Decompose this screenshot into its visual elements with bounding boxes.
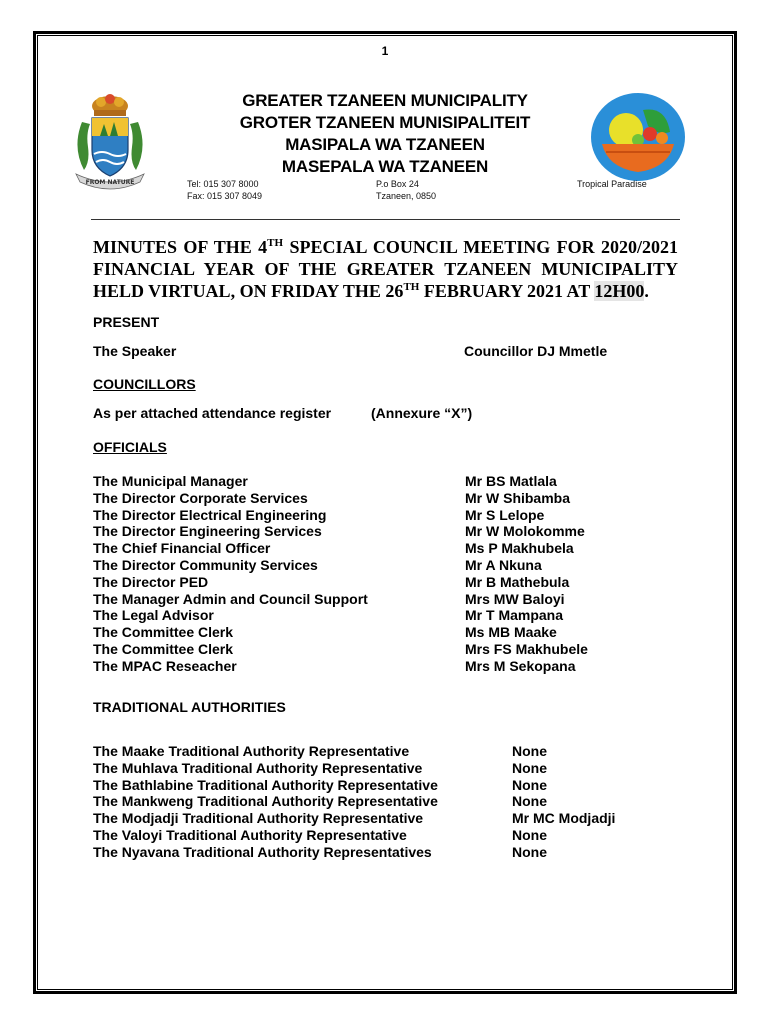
fax: Fax: 015 307 8049 (187, 191, 263, 201)
traditional-role: The Modjadji Traditional Authority Representative (93, 810, 424, 827)
official-name: Mrs M Sekopana (465, 657, 576, 674)
official-name: Mrs MW Baloyi (465, 590, 565, 607)
official-name: Ms P Makhubela (465, 540, 574, 557)
official-role: The Director Community Services (93, 556, 318, 573)
po-box: P.o Box 24 (376, 179, 419, 189)
title-afrikaans: GROTER TZANEEN MUNISIPALITEIT (239, 113, 531, 132)
traditional-values (512, 743, 615, 861)
councillors-label: COUNCILLORS (93, 376, 196, 392)
traditional-authorities-label: TRADITIONAL AUTHORITIES (93, 699, 286, 715)
official-role: The Municipal Manager (93, 473, 248, 489)
title-tsonga: MASIPALA WA TZANEEN (285, 135, 485, 154)
official-name: Mrs FS Makhubele (465, 640, 588, 657)
official-name: Mr BS Matlala (465, 473, 557, 489)
traditional-role: The Bathlabine Traditional Authority Representative (93, 776, 438, 793)
traditional-value: None (512, 793, 547, 810)
traditional-role: The Muhlava Traditional Authority Representative (93, 759, 423, 776)
telephone: Tel: 015 307 8000 (187, 179, 259, 189)
traditional-value: None (512, 759, 547, 776)
traditional-role: The Valoyi Traditional Authority Representative (93, 826, 407, 843)
officials-label: OFFICIALS (93, 439, 167, 455)
official-role: The Director Engineering Services (93, 523, 322, 540)
official-role: The Chief Financial Officer (93, 540, 271, 557)
contact-postal (376, 178, 436, 202)
official-name: Mr W Shibamba (465, 489, 571, 506)
speaker-name: Councillor DJ Mmetle (464, 343, 608, 359)
header-divider (91, 219, 680, 220)
official-role: The Director PED (93, 573, 209, 590)
annexure-reference: (Annexure “X”) (371, 405, 473, 421)
official-role: The Committee Clerk (93, 640, 234, 657)
page-number: 1 (381, 44, 389, 58)
official-name: Mr B Mathebula (465, 573, 570, 590)
title-sepedi: MASEPALA WA TZANEEN (281, 157, 489, 176)
official-role: The Committee Clerk (93, 624, 234, 641)
meeting-time: 12H00 (594, 281, 645, 301)
traditional-value: None (512, 843, 547, 860)
official-role: The Manager Admin and Council Support (93, 590, 368, 607)
official-role: The MPAC Reseacher (93, 657, 237, 674)
traditional-role: The Maake Traditional Authority Representative (93, 743, 410, 759)
official-name: Mr T Mampana (465, 607, 564, 624)
speaker-role: The Speaker (93, 343, 177, 359)
officials-roles (93, 473, 368, 675)
title-english: GREATER TZANEEN MUNICIPALITY (242, 91, 528, 110)
traditional-value: None (512, 776, 547, 793)
traditional-role: The Nyavana Traditional Authority Representatives (93, 843, 432, 860)
traditional-value: Mr MC Modjadji (512, 810, 616, 827)
traditional-role: The Mankweng Traditional Authority Representative (93, 793, 438, 810)
minutes-heading: MINUTES OF THE 4TH SPECIAL COUNCIL MEETING FOR 2020/2021 FINANCIAL YEAR OF THE GREATER TZANEEN MUNICIPALITY HELD VIRTUAL, ON FRIDAY THE 26TH FEBRUARY 2021 AT 12H00. (93, 237, 678, 301)
traditional-value: None (512, 826, 547, 843)
officials-names (465, 473, 588, 675)
present-label: PRESENT (93, 314, 160, 330)
official-name: Mr W Molokomme (465, 523, 585, 540)
town: Tzaneen, 0850 (376, 191, 437, 201)
official-role: The Director Electrical Engineering (93, 506, 327, 523)
traditional-roles (93, 743, 438, 861)
official-role: The Legal Advisor (93, 607, 214, 624)
crest-motto-text: FROM NATURE (85, 179, 135, 186)
traditional-value: None (512, 743, 547, 759)
official-name: Mr A Nkuna (465, 556, 542, 573)
official-role: The Director Corporate Services (93, 489, 308, 506)
slogan: Tropical Paradise (577, 179, 647, 189)
councillors-text: As per attached attendance register (93, 405, 332, 421)
official-name: Ms MB Maake (465, 624, 557, 641)
contact-phone-fax (187, 178, 262, 202)
official-name: Mr S Lelope (465, 506, 545, 523)
